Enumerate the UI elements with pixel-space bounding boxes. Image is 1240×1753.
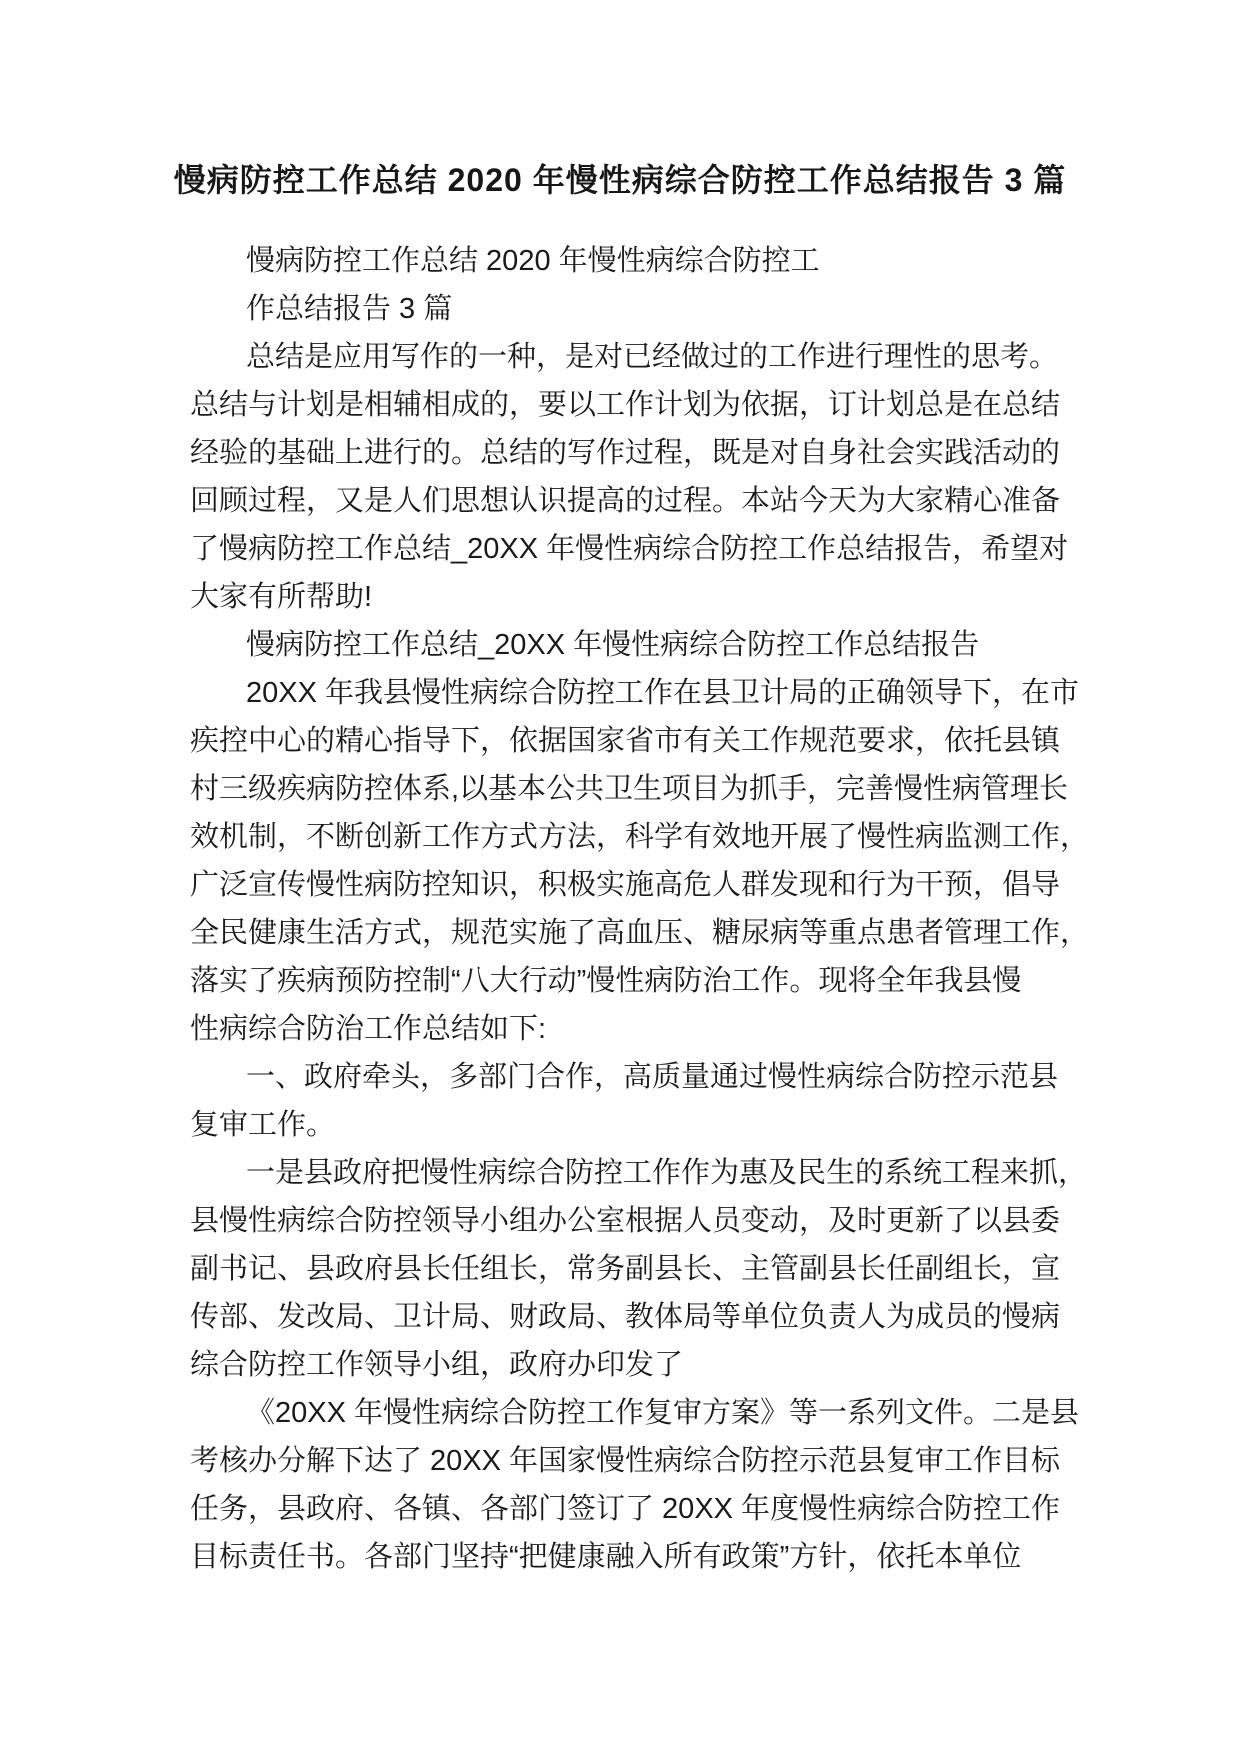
text-line: 一是县政府把慢性病综合防控工作作为惠及民生的系统工程来抓， xyxy=(246,1157,1088,1189)
text-line: 综合防控工作领导小组，政府办印发了 xyxy=(190,1349,684,1381)
text-line: 目标责任书。各部门坚持“把健康融入所有政策”方针，依托本单位 xyxy=(190,1541,1022,1573)
text-line: 慢病防控工作总结_20XX 年慢性病综合防控工作总结报告 xyxy=(246,629,980,661)
text-line: 县慢性病综合防控领导小组办公室根据人员变动，及时更新了以县委 xyxy=(190,1205,1061,1237)
text-line: 广泛宣传慢性病防控知识，积极实施高危人群发现和行为干预，倡导 xyxy=(190,869,1061,901)
text-line: 传部、发改局、卫计局、财政局、教体局等单位负责人为成员的慢病 xyxy=(190,1301,1061,1333)
text-line: 大家有所帮助! xyxy=(190,581,373,613)
text-line: 经验的基础上进行的。总结的写作过程，既是对自身社会实践活动的 xyxy=(190,437,1061,469)
text-line: 任务，县政府、各镇、各部门签订了 20XX 年度慢性病综合防控工作 xyxy=(190,1493,1061,1525)
body-text xyxy=(190,237,1090,1581)
text-line: 总结与计划是相辅相成的，要以工作计划为依据，订计划总是在总结 xyxy=(190,389,1061,421)
text-line: 效机制，不断创新工作方式方法，科学有效地开展了慢性病监测工作， xyxy=(190,821,1090,853)
text-line: 复审工作。 xyxy=(190,1109,336,1141)
text-line: 了慢病防控工作总结_20XX 年慢性病综合防控工作总结报告，希望对 xyxy=(190,533,1069,565)
text-line: 全民健康生活方式，规范实施了高血压、糖尿病等重点患者管理工作， xyxy=(190,917,1090,949)
document-title: 慢病防控工作总结 2020 年慢性病综合防控工作总结报告 3 篇 xyxy=(173,162,1067,198)
text-line: 副书记、县政府县长任组长，常务副县长、主管副县长任副组长，宣 xyxy=(190,1253,1061,1285)
text-line: 20XX 年我县慢性病综合防控工作在县卫计局的正确领导下，在市 xyxy=(246,677,1080,709)
text-line: 回顾过程，又是人们思想认识提高的过程。本站今天为大家精心准备 xyxy=(190,485,1061,517)
text-line: 考核办分解下达了 20XX 年国家慢性病综合防控示范县复审工作目标 xyxy=(190,1445,1061,1477)
text-line: 疾控中心的精心指导下，依据国家省市有关工作规范要求，依托县镇 xyxy=(190,725,1061,757)
text-line: 慢病防控工作总结 2020 年慢性病综合防控工 xyxy=(246,245,820,277)
text-line: 作总结报告 3 篇 xyxy=(246,293,453,325)
text-line: 《20XX 年慢性病综合防控工作复审方案》等一系列文件。二是县 xyxy=(246,1397,1080,1429)
text-line: 落实了疾病预防控制“八大行动”慢性病防治工作。现将全年我县慢 xyxy=(190,965,1022,997)
text-line: 性病综合防治工作总结如下: xyxy=(190,1013,547,1045)
text-line: 村三级疾病防控体系,以基本公共卫生项目为抓手，完善慢性病管理长 xyxy=(190,773,1069,805)
text-line: 总结是应用写作的一种，是对已经做过的工作进行理性的思考。 xyxy=(246,341,1059,373)
text-line: 一、政府牵头，多部门合作，高质量通过慢性病综合防控示范县 xyxy=(246,1061,1059,1093)
